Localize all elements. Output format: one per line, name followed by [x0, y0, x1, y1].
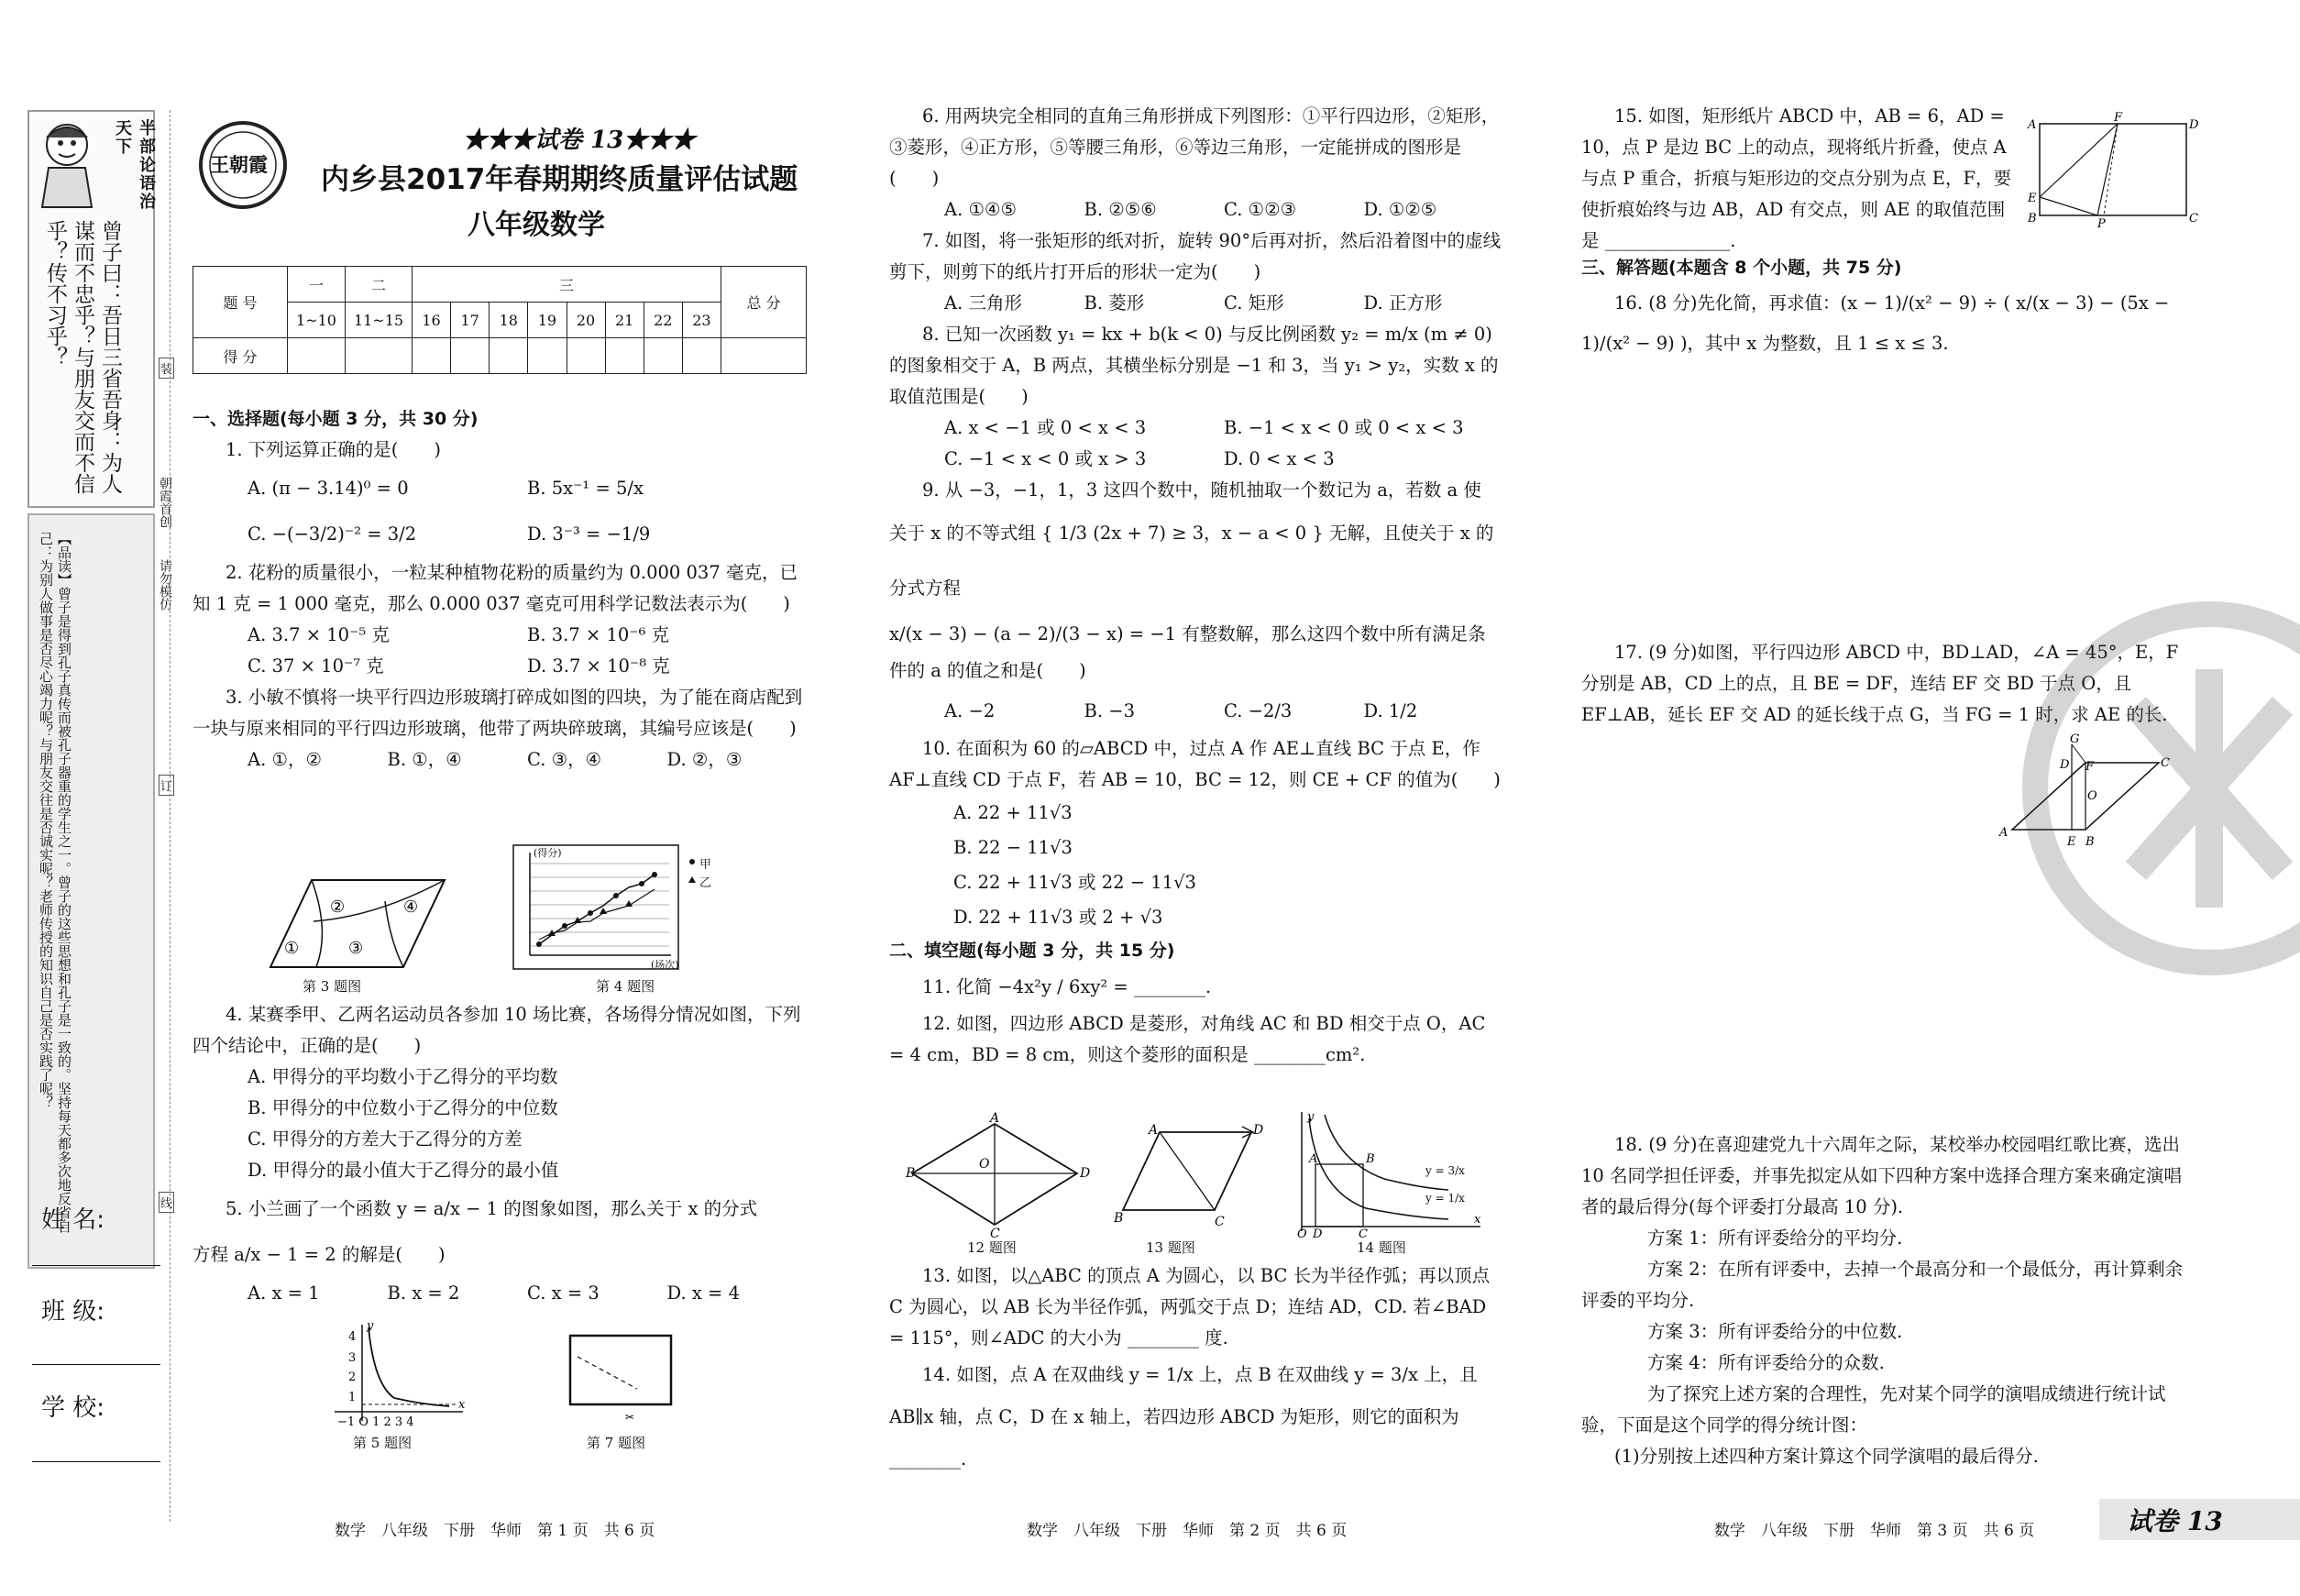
- school-field-label: 学 校:: [41, 1394, 105, 1422]
- question-1: 1. 下列运算正确的是( ): [226, 439, 442, 460]
- q7-options: [889, 288, 1503, 319]
- q5-options: [193, 1278, 807, 1309]
- svg-text:E: E: [2028, 192, 2037, 205]
- q3-option-d: D. ②，③: [666, 749, 743, 770]
- svg-text:C: C: [1359, 1227, 1368, 1241]
- q9-option-b: B. −3: [1084, 700, 1135, 721]
- svg-text:4: 4: [348, 1330, 357, 1344]
- svg-text:D: D: [2189, 118, 2199, 132]
- school-field-line[interactable]: [32, 1461, 160, 1462]
- score-cell[interactable]: [451, 338, 490, 374]
- svg-text:O: O: [2087, 789, 2097, 803]
- question-9c: x/(x − 3) − (a − 2)/(3 − x) = −1 有整数解，那么这四个数中所有满足条件的 a 的值之和是( ): [889, 623, 1486, 681]
- question-4: 4. 某赛季甲、乙两名运动员各参加 10 场比赛，各场得分情况如图，下列四个结论中，正确的是( ): [193, 1004, 801, 1056]
- figure-14-caption: 14 题图: [1357, 1239, 1406, 1256]
- exam-subject: 八年级数学: [468, 209, 605, 241]
- figure-5-caption: 第 5 题图: [353, 1435, 413, 1451]
- figure-4-legend-a: 甲: [699, 858, 712, 872]
- q4-option-b: B. 甲得分的中位数小于乙得分的中位数: [248, 1097, 558, 1118]
- q6-option-c: C. ①②③: [1224, 199, 1297, 220]
- logo: [197, 119, 289, 211]
- question-17: 17. (9 分)如图，平行四边形 ABCD 中，BD⊥AD，∠A = 45°，E，F 分别是 AB，CD 上的点，且 BE = DF，连结 EF 交 BD 于点 O，且 EF⊥AB，延长 EF 交 AD 的延长线于点 G，当 FG = 1 时，求 AE 的长.: [1581, 642, 2179, 725]
- svg-text:D: D: [1080, 1166, 1091, 1181]
- score-table-range: 19: [528, 303, 567, 338]
- sidebar-vertical-title: 半部论语治天下: [113, 119, 156, 211]
- score-table: [193, 266, 807, 374]
- column-1: [193, 403, 807, 776]
- plan-4: 方案 4：所有评委给分的众数.: [1647, 1352, 1885, 1373]
- score-table-range: 20: [567, 303, 605, 338]
- column-1-lower: [193, 999, 807, 1309]
- sidebar-seal-3: 线: [159, 1192, 174, 1213]
- question-15: 15. 如图，矩形纸片 ABCD 中，AB = 6，AD = 10，点 P 是边 BC 上的动点，现将纸片折叠，使点 A 与点 P 重合，折痕与矩形边的交点分别为点 E，F，要使折痕始终与边 AB，AD 有交点，则 AE 的取值范围是 ______________.: [1581, 105, 2011, 251]
- sidebar-seal-2: 订: [159, 775, 174, 796]
- page-1-footer: 数学 八年级 下册 华师 第 1 页 共 6 页: [335, 1522, 655, 1540]
- question-9a: 9. 从 −3，−1，1，3 这四个数中，随机抽取一个数记为 a，若数 a 使: [922, 479, 1481, 501]
- figure-4-ylabel: (得分): [534, 847, 562, 859]
- q8-option-d: D. 0 < x < 3: [1224, 448, 1335, 469]
- question-3: 3. 小敏不慎将一块平行四边形玻璃打碎成如图的四块，为了能在商店配到一块与原来相同的平行四边形玻璃，他带了两块碎玻璃，其编号应该是( ): [193, 687, 803, 739]
- question-8: 8. 已知一次函数 y₁ = kx + b(k < 0) 与反比例函数 y₂ = m/x (m ≠ 0) 的图象相交于 A，B 两点，其横坐标分别是 −1 和 3，当 y₁ > y₂，实数 x 的取值范围是( ): [889, 324, 1499, 407]
- question-10: 10. 在面积为 60 的▱ABCD 中，过点 A 作 AE⊥直线 BC 于点 E，作 AF⊥直线 CD 于点 F，若 AB = 10，BC = 12，则 CE + CF 的值为( ): [889, 738, 1501, 790]
- svg-text:✂: ✂: [625, 1411, 635, 1424]
- question-13: 13. 如图，以△ABC 的顶点 A 为圆心，以 BC 长为半径作弧；再以顶点 C 为圆心，以 AB 长为半径作弧，两弧交于点 D；连结 AD，CD. 若∠BAD = 115°，则∠ADC 的大小为 ________ 度.: [889, 1265, 1491, 1348]
- svg-text:A: A: [1149, 1123, 1159, 1138]
- question-2: 2. 花粉的质量很小，一粒某种植物花粉的质量约为 0.000 037 毫克，已知 1 克 = 1 000 毫克，那么 0.000 037 毫克可用科学记数法表示为( ): [193, 562, 798, 614]
- q10-option-a: A. 22 + 11√3: [953, 802, 1073, 823]
- score-table-total: 总 分: [721, 267, 807, 338]
- svg-text:A: A: [2028, 118, 2037, 132]
- score-cell[interactable]: [682, 338, 721, 374]
- name-field-label: 姓 名:: [41, 1206, 105, 1234]
- q2-options: [193, 620, 807, 682]
- svg-text:A: A: [1309, 1152, 1318, 1166]
- section-2-title: 二、填空题(每小题 3 分，共 15 分): [889, 941, 1175, 961]
- q1-option-a: A. (π − 3.14)⁰ = 0: [248, 478, 409, 499]
- score-table-sec3: 三: [413, 267, 721, 303]
- figure-15: [2026, 110, 2200, 229]
- figure-14: [1283, 1107, 1485, 1241]
- q8-option-b: B. −1 < x < 0 或 0 < x < 3: [1224, 417, 1464, 438]
- q9-option-c: C. −2/3: [1224, 700, 1293, 721]
- sidebar-quote: 曾子曰：吾日三省吾身：为人谋而不忠乎？与朋友交而不信乎？传不习乎？: [43, 220, 122, 494]
- svg-text:B: B: [1366, 1152, 1375, 1166]
- svg-text:D: D: [2060, 758, 2070, 772]
- svg-text:F: F: [2085, 760, 2095, 774]
- svg-text:A: A: [1999, 826, 2008, 840]
- q1-option-b: B. 5x⁻¹ = 5/x: [527, 478, 644, 499]
- q3-option-b: B. ①，④: [387, 749, 462, 770]
- q4-option-d: D. 甲得分的最小值大于乙得分的最小值: [248, 1160, 559, 1181]
- sidebar-label-1: 朝霞首创: [158, 477, 172, 528]
- q6-options: [889, 194, 1503, 226]
- plan-3: 方案 3：所有评委给分的中位数.: [1647, 1321, 1903, 1342]
- sidebar-seal-1: 装: [159, 358, 174, 379]
- q8-options: [889, 413, 1503, 475]
- q5-option-c: C. x = 3: [527, 1282, 600, 1304]
- q1-options: [193, 466, 807, 557]
- q7-option-c: C. 矩形: [1224, 292, 1284, 314]
- score-table-header-label: 题 号: [193, 267, 288, 338]
- watermark-seal: [2026, 596, 2292, 981]
- svg-text:C: C: [2189, 212, 2198, 226]
- q7-option-d: D. 正方形: [1363, 292, 1443, 314]
- figure-7-caption: 第 7 题图: [587, 1435, 646, 1451]
- q9-option-a: A. −2: [944, 700, 996, 721]
- exam-number: ★★★试卷 13★★★: [463, 127, 696, 154]
- figure-13: [1114, 1123, 1270, 1233]
- svg-text:A: A: [990, 1111, 1000, 1126]
- svg-text:O: O: [979, 1157, 990, 1172]
- score-cell[interactable]: [490, 338, 528, 374]
- q6-option-a: A. ①④⑤: [944, 199, 1017, 220]
- q8-option-a: A. x < −1 或 0 < x < 3: [944, 417, 1147, 438]
- section-3-title: 三、解答题(本题含 8 个小题，共 75 分): [1581, 258, 1902, 278]
- q7-option-b: B. 菱形: [1084, 292, 1145, 314]
- svg-text:B: B: [1114, 1211, 1124, 1226]
- sidebar: [28, 110, 173, 1503]
- svg-text:y: y: [367, 1319, 374, 1333]
- corner-exam-number: 试卷 13: [2127, 1506, 2223, 1536]
- column-3: [1581, 252, 2195, 364]
- score-table-range: 11~15: [346, 303, 413, 338]
- q6-option-d: D. ①②⑤: [1363, 199, 1437, 220]
- figure-12-caption: 12 题图: [967, 1239, 1017, 1256]
- figure-13-caption: 13 题图: [1146, 1239, 1195, 1256]
- class-field-label: 班 级:: [41, 1298, 105, 1326]
- svg-text:3: 3: [348, 1351, 357, 1365]
- q5-option-b: B. x = 2: [387, 1282, 460, 1304]
- score-cell[interactable]: [346, 338, 413, 374]
- column-2-lower: [889, 1260, 1503, 1480]
- figure-4-legend-b: 乙: [699, 876, 712, 890]
- logo-text: 王朝霞: [210, 153, 268, 176]
- figure-4-caption: 第 4 题图: [596, 978, 655, 995]
- page-2-footer: 数学 八年级 下册 华师 第 2 页 共 6 页: [1027, 1522, 1348, 1540]
- figure-4-xlabel: (场次): [651, 959, 679, 971]
- svg-text:④: ④: [403, 897, 419, 917]
- score-table-sec2: 二: [346, 267, 413, 303]
- svg-text:③: ③: [348, 939, 364, 958]
- svg-text:2: 2: [348, 1370, 357, 1384]
- exam-title: 内乡县2017年春期期终质量评估试题: [321, 163, 798, 196]
- q2-option-c: C. 37 × 10⁻⁷ 克: [248, 655, 384, 677]
- page-3-footer: 数学 八年级 下册 华师 第 3 页 共 6 页: [1714, 1522, 2035, 1540]
- question-7: 7. 如图，将一张矩形的纸对折，旋转 90°后再对折，然后沿着图中的虚线剪下，则剪下的纸片打开后的形状一定为( ): [889, 230, 1502, 282]
- score-table-range: 1~10: [288, 303, 346, 338]
- question-14: 14. 如图，点 A 在双曲线 y = 1/x 上，点 B 在双曲线 y = 3/x 上，且 AB∥x 轴，点 C，D 在 x 轴上，若四边形 ABCD 为矩形，则它的面积为 ________.: [889, 1364, 1478, 1469]
- question-18-c: (1)分别按上述四种方案计算这个同学演唱的最后得分.: [1614, 1446, 2039, 1467]
- svg-text:C: C: [2161, 756, 2170, 770]
- q2-option-d: D. 3.7 × 10⁻⁸ 克: [527, 655, 670, 677]
- score-table-range: 23: [682, 303, 721, 338]
- q5-option-d: D. x = 4: [666, 1282, 740, 1304]
- svg-text:①: ①: [284, 939, 300, 958]
- question-18: 18. (9 分)在喜迎建党九十六周年之际，某校举办校园唱红歌比赛，选出 10 名同学担任评委，并事先拟定从如下四种方案中选择合理方案来确定演唱者的最后得分(每个评委打分最高 10 分).: [1581, 1134, 2183, 1217]
- score-cell[interactable]: [413, 338, 451, 374]
- svg-text:E: E: [2067, 835, 2076, 849]
- score-cell[interactable]: [644, 338, 682, 374]
- question-16: 16. (8 分)先化简，再求值：(x − 1)/(x² − 9) ÷ ( x/(x − 3) − (5x − 1)/(x² − 9) )，其中 x 为整数，且 1 ≤ x ≤ 3.: [1581, 292, 2170, 354]
- svg-text:B: B: [2028, 212, 2037, 226]
- class-field-line[interactable]: [32, 1364, 160, 1365]
- svg-text:B: B: [2085, 835, 2095, 849]
- q8-option-c: C. −1 < x < 0 或 x > 3: [944, 448, 1147, 469]
- score-table-range: 16: [413, 303, 451, 338]
- q2-option-b: B. 3.7 × 10⁻⁶ 克: [527, 624, 670, 645]
- q7-option-a: A. 三角形: [944, 292, 1022, 314]
- figure-7: [568, 1334, 678, 1425]
- svg-text:x: x: [458, 1398, 466, 1412]
- svg-text:−1 O 1 2 3 4: −1 O 1 2 3 4: [337, 1415, 414, 1429]
- score-table-range: 17: [451, 303, 490, 338]
- q10-option-b: B. 22 − 11√3: [953, 837, 1073, 858]
- figure-12: [906, 1111, 1091, 1241]
- figure-14-label-b: y = 1/x: [1425, 1192, 1465, 1205]
- sidebar-commentary: 【品读】曾子是得到孔子真传而被孔子器重的学生之一。曾子的这些思想和孔子是一致的。坚持每天都多次地反省自己：为别人做事是否尽心竭力呢？与朋友交往是否诚实呢？老师传授的知识自己是否实践了呢？: [38, 532, 72, 1233]
- q10-option-d: D. 22 + 11√3 或 2 + √3: [953, 907, 1163, 928]
- svg-text:y: y: [1307, 1110, 1315, 1124]
- score-table-sec1: 一: [288, 267, 346, 303]
- figure-3: [266, 875, 449, 976]
- svg-text:x: x: [1474, 1213, 1481, 1227]
- svg-text:P: P: [2097, 217, 2106, 231]
- score-cell[interactable]: [528, 338, 567, 374]
- column-3-lower: [1581, 1129, 2195, 1472]
- score-table-range: 22: [644, 303, 682, 338]
- binding-line: [170, 110, 171, 1522]
- figure-5: [330, 1320, 468, 1430]
- score-cell[interactable]: [288, 338, 346, 374]
- svg-text:O: O: [1297, 1227, 1307, 1241]
- sidebar-label-2: 请勿模仿: [158, 559, 172, 611]
- question-9b: 关于 x 的不等式组 { 1/3 (2x + 7) ≥ 3，x − a < 0 } 无解，且使关于 x 的分式方程: [889, 523, 1494, 599]
- q1-option-d: D. 3⁻³ = −1/9: [527, 523, 651, 545]
- svg-text:C: C: [1215, 1215, 1225, 1229]
- q5-option-a: A. x = 1: [248, 1282, 320, 1304]
- q3-option-a: A. ①，②: [248, 749, 322, 770]
- svg-text:②: ②: [330, 897, 346, 917]
- q2-option-a: A. 3.7 × 10⁻⁵ 克: [248, 624, 390, 645]
- sidebar-avatar: [35, 117, 99, 209]
- q4-option-c: C. 甲得分的方差大于乙得分的方差: [248, 1128, 523, 1150]
- figure-4: [513, 845, 733, 974]
- question-18-b: 为了探究上述方案的合理性，先对某个同学的演唱成绩进行统计试验，下面是这个同学的得分统计图：: [1581, 1383, 2166, 1436]
- q6-option-b: B. ②⑤⑥: [1084, 199, 1157, 220]
- column-2: [889, 101, 1503, 1071]
- svg-text:G: G: [2070, 732, 2080, 746]
- q3-options: [193, 744, 807, 776]
- score-table-score-label: 得 分: [193, 338, 288, 374]
- svg-text:C: C: [990, 1227, 1000, 1241]
- q9-options: [889, 689, 1503, 733]
- q4-option-a: A. 甲得分的平均数小于乙得分的平均数: [248, 1066, 558, 1087]
- plan-1: 方案 1：所有评委给分的平均分.: [1647, 1227, 1903, 1249]
- score-table-range: 21: [605, 303, 644, 338]
- svg-text:B: B: [906, 1166, 916, 1181]
- q1-option-c: C. −(−3/2)⁻² = 3/2: [248, 523, 417, 545]
- question-5a: 5. 小兰画了一个函数 y = a/x − 1 的图象如图，那么关于 x 的分式: [226, 1198, 758, 1219]
- figure-3-caption: 第 3 题图: [303, 978, 362, 995]
- score-cell[interactable]: [605, 338, 644, 374]
- question-6: 6. 用两块完全相同的直角三角形拼成下列图形：①平行四边形，②矩形，③菱形，④正方形，⑤等腰三角形，⑥等边三角形，一定能拼成的图形是( ): [889, 105, 1500, 189]
- section-1-title: 一、选择题(每小题 3 分，共 30 分): [193, 409, 479, 429]
- score-cell[interactable]: [721, 338, 807, 374]
- score-cell[interactable]: [567, 338, 605, 374]
- svg-text:D: D: [1253, 1123, 1264, 1138]
- question-11: 11. 化简 −4x²y / 6xy² = ________.: [922, 976, 1212, 997]
- figure-14-label-a: y = 3/x: [1425, 1164, 1465, 1177]
- score-table-range: 18: [490, 303, 528, 338]
- svg-text:F: F: [2114, 111, 2123, 125]
- q9-option-d: D. 1/2: [1363, 700, 1418, 721]
- plan-2: 方案 2：在所有评委中，去掉一个最高分和一个最低分，再计算剩余评委的平均分.: [1581, 1259, 2184, 1311]
- name-field-line[interactable]: [32, 1265, 160, 1266]
- q3-option-c: C. ③，④: [527, 749, 602, 770]
- q10-option-c: C. 22 + 11√3 或 22 − 11√3: [953, 872, 1196, 893]
- svg-text:1: 1: [348, 1391, 357, 1404]
- question-12: 12. 如图，四边形 ABCD 是菱形，对角线 AC 和 BD 相交于点 O，AC = 4 cm，BD = 8 cm，则这个菱形的面积是 ________cm².: [889, 1013, 1486, 1065]
- question-5b: 方程 a/x − 1 = 2 的解是( ): [193, 1244, 446, 1265]
- svg-text:D: D: [1313, 1227, 1323, 1241]
